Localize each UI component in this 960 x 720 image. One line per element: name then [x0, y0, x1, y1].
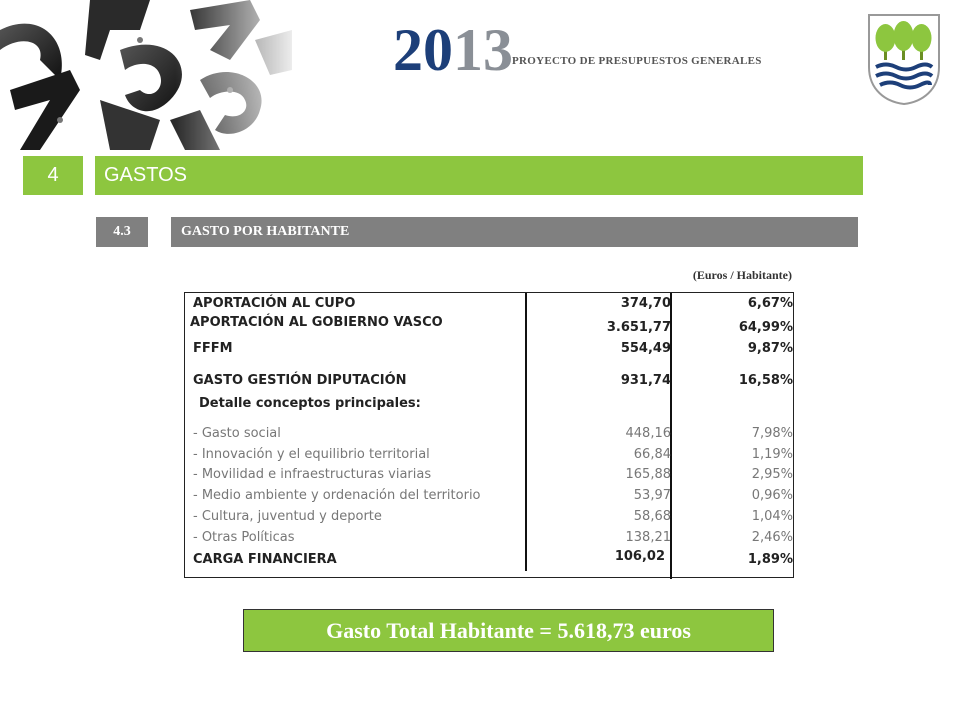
row-label: GASTO GESTIÓN DIPUTACIÓN	[193, 373, 407, 388]
table-row	[185, 507, 795, 527]
row-percent: 9,87%	[747, 341, 793, 356]
row-label: - Medio ambiente y ordenación del territorio	[193, 488, 481, 503]
row-percent: 1,04%	[751, 509, 793, 524]
units-label: (Euros / Habitante)	[692, 268, 792, 282]
row-value: 106,02	[614, 549, 665, 564]
gipuzkoa-crest-icon	[866, 12, 942, 106]
row-label: APORTACIÓN AL GOBIERNO VASCO	[190, 315, 443, 330]
row-value: 58,68	[633, 509, 671, 524]
table-row	[185, 528, 795, 548]
subsection-title: GASTO POR HABITANTE	[171, 217, 858, 247]
row-value: 3.651,77	[606, 320, 671, 335]
total-per-inhabitant: Gasto Total Habitante = 5.618,73 euros	[243, 609, 774, 652]
table-row	[185, 339, 795, 359]
row-label: CARGA FINANCIERA	[193, 552, 337, 567]
table-row	[185, 371, 795, 391]
row-percent: 1,89%	[747, 552, 793, 567]
year-highlight: 13	[453, 17, 513, 83]
year-title	[393, 10, 513, 90]
section-title: GASTOS	[95, 156, 863, 195]
decorative-numbers-image	[0, 0, 292, 150]
row-label: APORTACIÓN AL CUPO	[193, 296, 356, 311]
table-row	[185, 424, 795, 444]
expense-table	[184, 292, 794, 578]
row-value: 554,49	[620, 341, 671, 356]
row-label: Detalle conceptos principales:	[199, 396, 421, 411]
row-label: FFFM	[193, 341, 233, 356]
section-number: 4	[23, 156, 83, 195]
row-label: - Movilidad e infraestructuras viarias	[193, 467, 432, 482]
table-row	[185, 465, 795, 485]
row-label: - Gasto social	[193, 426, 281, 441]
row-percent: 7,98%	[751, 426, 793, 441]
table-row	[185, 315, 795, 335]
row-percent: 16,58%	[738, 373, 793, 388]
row-percent: 6,67%	[747, 296, 793, 311]
row-value: 53,97	[633, 488, 671, 503]
row-value: 165,88	[625, 467, 671, 482]
row-value: 66,84	[633, 447, 671, 462]
budget-subtitle: PROYECTO DE PRESUPUESTOS GENERALES	[512, 55, 762, 67]
table-row	[185, 550, 795, 570]
row-percent: 2,46%	[751, 530, 793, 545]
row-percent: 64,99%	[738, 320, 793, 335]
table-row	[185, 445, 795, 465]
row-label: - Otras Políticas	[193, 530, 295, 545]
row-percent: 1,19%	[751, 447, 793, 462]
row-label: - Cultura, juventud y deporte	[193, 509, 382, 524]
row-percent: 0,96%	[751, 488, 793, 503]
subsection-number: 4.3	[96, 217, 148, 247]
row-value: 448,16	[625, 426, 671, 441]
row-value: 138,21	[625, 530, 671, 545]
row-value: 374,70	[620, 296, 671, 311]
table-row	[185, 294, 795, 314]
row-label: - Innovación y el equilibrio territorial	[193, 447, 430, 462]
year-prefix: 20	[393, 17, 453, 83]
table-row	[185, 486, 795, 506]
row-value: 931,74	[620, 373, 671, 388]
row-percent: 2,95%	[751, 467, 793, 482]
table-row	[185, 394, 795, 414]
